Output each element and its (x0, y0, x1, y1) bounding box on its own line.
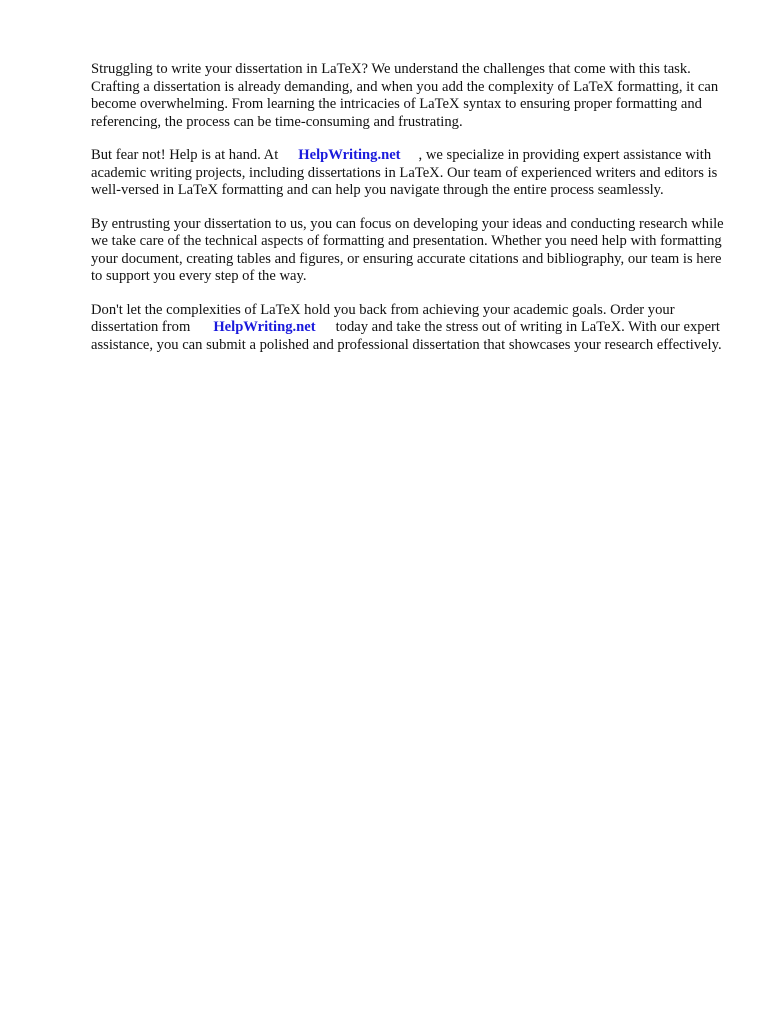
paragraph-intro (91, 61, 725, 131)
paragraph-help (91, 147, 725, 200)
paragraph-entrust (91, 216, 725, 286)
paragraph-intro-text: Struggling to write your dissertation in LaTeX? We understand the challenges that come with this task. Crafting a dissertation is already demanding, and when you add the complexity of LaTeX formatting, it can become overwhelming. From learning the intricacies of LaTeX syntax to ensuring proper formatting and referencing, the process can be time-consuming and frustrating. (91, 61, 719, 130)
helpwriting-link-order[interactable]: HelpWriting.net (213, 319, 316, 335)
paragraph-help-after: , we specialize in providing expert assistance with academic writing projects, including dissertations in LaTeX. Our team of experienced writers and editors is well-versed in LaTeX formatting and can help you navigate through the entire process seamlessly. (91, 147, 718, 198)
paragraph-order (91, 302, 725, 355)
document-page (91, 61, 725, 370)
paragraph-help-before: But fear not! Help is at hand. At (91, 147, 279, 163)
paragraph-order-after: today and take the stress out of writing in LaTeX. With our expert assistance, you can submit a polished and professional dissertation that showcases your research effectively. (91, 319, 722, 353)
paragraph-entrust-text: By entrusting your dissertation to us, you can focus on developing your ideas and conducting research while we take care of the technical aspects of formatting and presentation. Whether you need help with formatting your document, creating tables and figures, or ensuring accurate citations and bibliography, our team is here to support you every step of the way. (91, 215, 724, 284)
helpwriting-link[interactable]: HelpWriting.net (298, 147, 401, 163)
paragraph-order-before: Don't let the complexities of LaTeX hold you back from achieving your academic goals. Order your dissertation from (91, 301, 675, 335)
